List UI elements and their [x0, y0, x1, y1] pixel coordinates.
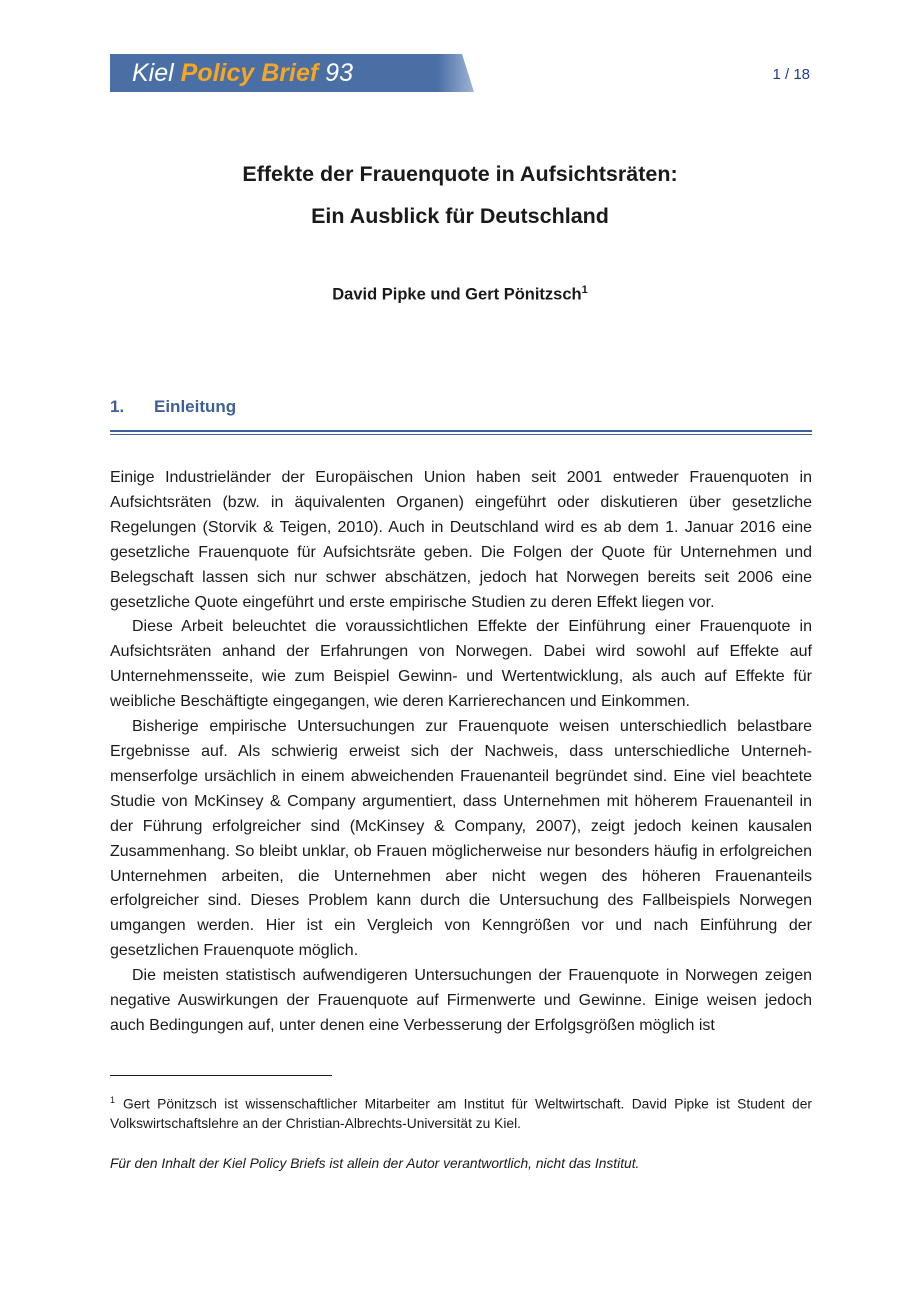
- series-word-policy: Policy: [180, 59, 255, 87]
- footnote-mark: 1: [110, 1095, 116, 1105]
- author-footnote-mark[interactable]: 1: [581, 284, 588, 296]
- document-title: [0, 153, 920, 237]
- authors: [0, 284, 920, 305]
- series-banner: [110, 54, 474, 92]
- paragraph: Diese Arbeit beleuchtet die voraussichtlichen Effekte der Einführung einer Frauenquote in Aufsichtsräten anhand der Erfahrungen von Norwegen. Dabei wird sowohl auf Effekte auf Unternehmensseite, wie zum Beispiel Gewinn- und Wertentwicklung, als auch auf Effekte für weibliche Beschäftigte eingegangen, wie deren Karrierechancen und Einkommen.: [110, 618, 812, 711]
- page-indicator: 1 / 18: [772, 66, 810, 83]
- footnote: [110, 1091, 812, 1133]
- section-heading: [110, 397, 236, 417]
- series-word-brief: Brief: [261, 59, 319, 87]
- series-title: [132, 57, 353, 89]
- section-title: Einleitung: [154, 397, 237, 416]
- series-word-kiel: Kiel: [132, 59, 174, 87]
- title-line-1: Effekte der Frauenquote in Aufsichtsräten:: [242, 162, 678, 186]
- section-number: 1.: [110, 397, 125, 416]
- issue-number: 93: [325, 59, 353, 87]
- title-line-2: Ein Ausblick für Deutschland: [311, 204, 609, 228]
- paragraph: Bisherige empirische Untersuchungen zur Frauenquote weisen unterschiedlich belastbare Ergebnisse auf. Als schwierig erweist sich der Nachweis, dass unterschiedliche Unternehmenserfolge ursächlich in einem abweichenden Frauenanteil begründet sind. Eine viel beachtete Studie von McKinsey & Company argumentiert, dass Unternehmen mit höherem Frauenanteil in der Führung erfolgreicher sind (McKinsey & Company, 2007), zeigt jedoch keinen kausalen Zusammenhang. So bleibt unklar, ob Frauen möglicherweise nur besonders häufig in erfolgreichen Unternehmen arbeiten, die Unternehmen aber nicht wegen des höheren Frauenanteils erfolgreicher sind. Dieses Problem kann durch die Untersuchung des Fallbeispiels Norwegen umgangen werden. Hier ist ein Vergleich von Kenngrößen vor und nach Einführung der gesetzlichen Frauenquote möglich.: [110, 718, 812, 960]
- footnote-separator: [110, 1075, 332, 1076]
- author-names: David Pipke und Gert Pönitzsch: [332, 285, 582, 304]
- body-text: [110, 466, 812, 1039]
- paragraph: Die meisten statistisch aufwendigeren Untersuchungen der Frauenquote in Norwegen zeigen negative Auswirkungen der Frauenquote auf Firmenwerte und Gewinne. Einige weisen jedoch auch Bedingungen auf, unter denen eine Verbesserung der Erfolgsgrößen möglich ist: [110, 967, 812, 1034]
- section-rule-thin: [110, 434, 812, 435]
- disclaimer: Für den Inhalt der Kiel Policy Briefs ist allein der Autor verantwortlich, nicht das Institut.: [110, 1156, 640, 1171]
- paragraph: Einige Industrieländer der Europäischen Union haben seit 2001 entweder Frauenquoten in Aufsichtsräten (bzw. in äquivalenten Organen) eingeführt oder diskutieren über gesetzliche Regelungen (Storvik & Teigen, 2010). Auch in Deutschland wird es ab dem 1. Januar 2016 eine gesetzliche Frauenquote für Aufsichtsräte geben. Die Folgen der Quote für Unternehmen und Belegschaft lassen sich nur schwer abschätzen, jedoch hat Norwegen bereits seit 2006 eine gesetzliche Quote eingeführt und erste empirische Studien zu deren Effekt liegen vor.: [110, 469, 812, 611]
- footnote-text: Gert Pönitzsch ist wissenschaftlicher Mitarbeiter am Institut für Weltwirtschaft. David Pipke ist Student der Volkswirtschaftslehre an der Christian-Albrechts-Universität zu Kiel.: [110, 1096, 812, 1131]
- section-rule-thick: [110, 430, 812, 432]
